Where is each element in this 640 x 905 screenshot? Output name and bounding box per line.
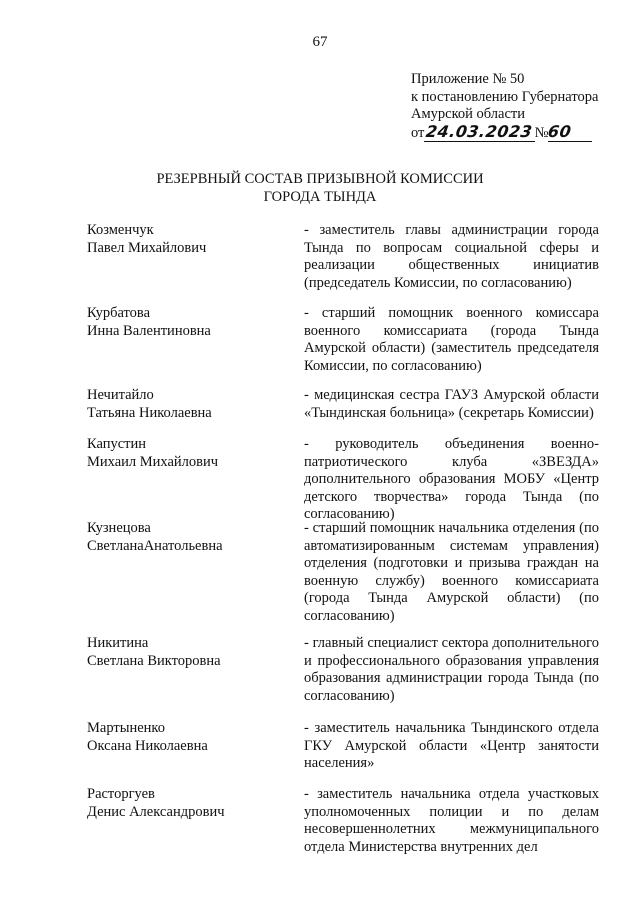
title-line-2: ГОРОДА ТЫНДА bbox=[263, 189, 377, 205]
member-position: - старший помощник военного комиссара военного комиссариата (города Тында Амурской области) (заместитель председателя Комиссии, по согласованию) bbox=[304, 305, 599, 374]
member-given-names: Павел Михайлович bbox=[87, 239, 207, 256]
member-given-names: Светлана Викторовна bbox=[87, 652, 221, 669]
member-surname: Курбатова bbox=[87, 305, 151, 321]
handwritten-date: 24.03.2023 bbox=[425, 121, 535, 141]
member-position: - заместитель начальника отдела участковых уполномоченных полиции и по делам несовершеннолетних межмуниципального отдела Министерства внутренних дел bbox=[304, 786, 599, 855]
member-surname: Козменчук bbox=[87, 222, 154, 238]
member-surname: Нечитайло bbox=[87, 387, 154, 403]
document-title bbox=[0, 170, 640, 206]
number-label: № bbox=[534, 124, 549, 141]
member-position: - старший помощник начальника отделения (по автоматизированным системам управления) отделения (подготовки и призыва граждан на военную службу) военного комиссариата (города Тында Амурской области) (по согласованию) bbox=[304, 520, 599, 624]
member-given-names: Инна Валентиновна bbox=[87, 322, 211, 339]
member-surname: Кузнецова bbox=[87, 520, 151, 536]
appendix-line-2: к постановлению Губернатора bbox=[411, 88, 599, 105]
member-given-names: Денис Александрович bbox=[87, 803, 225, 820]
member-surname: Расторгуев bbox=[87, 786, 155, 802]
appendix-date-line bbox=[411, 121, 598, 143]
handwritten-number: 60 bbox=[547, 121, 574, 141]
member-given-names: Татьяна Николаевна bbox=[87, 404, 212, 421]
member-position: - заместитель главы администрации города Тында по вопросам социальной сферы и реализации общественных инициатив (председатель Комиссии, по согласованию) bbox=[304, 222, 599, 291]
page-number: 67 bbox=[312, 34, 328, 50]
member-name bbox=[87, 436, 287, 471]
member-name bbox=[87, 635, 287, 670]
member-name bbox=[87, 222, 287, 257]
member-position: - заместитель начальника Тындинского отдела ГКУ Амурской области «Центр занятости населения» bbox=[304, 720, 599, 772]
member-name bbox=[87, 720, 287, 755]
title-line-1: РЕЗЕРВНЫЙ СОСТАВ ПРИЗЫВНОЙ КОМИССИИ bbox=[156, 171, 484, 187]
member-name bbox=[87, 520, 287, 555]
member-surname: Мартыненко bbox=[87, 720, 165, 736]
member-surname: Капустин bbox=[87, 436, 147, 452]
member-given-names: Оксана Николаевна bbox=[87, 737, 208, 754]
appendix-line-3: Амурской области bbox=[411, 106, 525, 123]
member-given-names: Михаил Михайлович bbox=[87, 453, 219, 470]
appendix-line-1: Приложение № 50 bbox=[411, 71, 525, 87]
appendix-header bbox=[411, 71, 598, 142]
member-position: - медицинская сестра ГАУЗ Амурской области «Тындинская больница» (секретарь Комиссии) bbox=[304, 387, 599, 421]
from-label: от bbox=[411, 124, 425, 141]
member-given-names: СветланаАнатольевна bbox=[87, 537, 223, 554]
member-position: - руководитель объединения военно-патриотического клуба «ЗВЕЗДА» дополнительного образования МОБУ «Центр детского творчества» города Тында (по согласованию) bbox=[304, 436, 599, 523]
member-surname: Никитина bbox=[87, 635, 149, 651]
member-name bbox=[87, 387, 287, 422]
member-name bbox=[87, 305, 287, 340]
member-position: - главный специалист сектора дополнительного и профессионального образования управления образования администрации города Тында (по согласованию) bbox=[304, 635, 599, 704]
member-name bbox=[87, 786, 287, 821]
